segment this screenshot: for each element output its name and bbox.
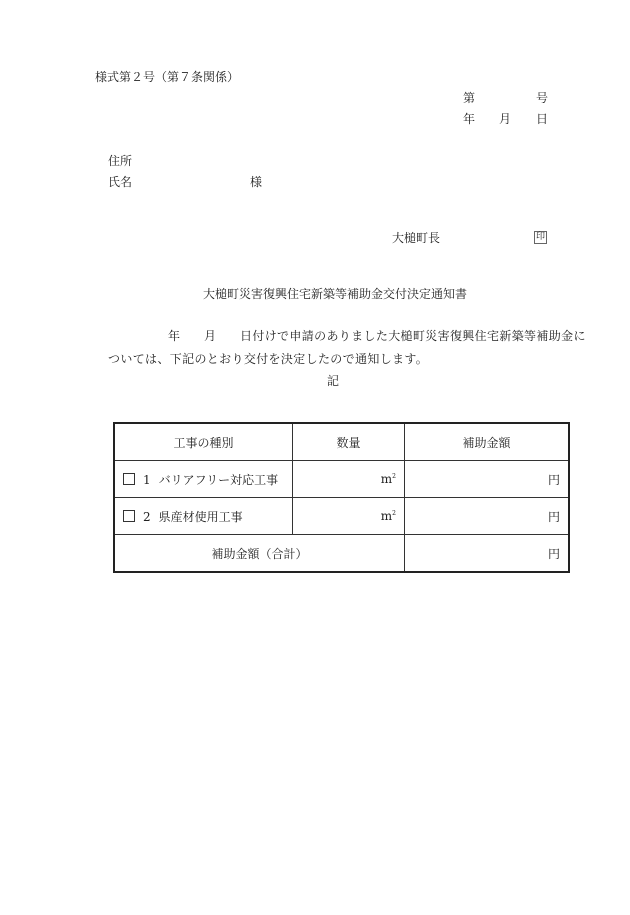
work-type-cell <box>114 498 293 535</box>
unit: m <box>380 509 393 523</box>
total-label: 補助金額（合計） <box>114 535 405 573</box>
address-label: 住所 <box>108 154 133 168</box>
body-line2: ついては、下記のとおり交付を決定したので通知します。 <box>108 352 429 366</box>
total-amount-cell: 円 <box>405 535 570 573</box>
work-type-label: 県産材使用工事 <box>158 509 243 524</box>
header-work-type: 工事の種別 <box>114 423 293 461</box>
header-amount: 補助金額 <box>405 423 570 461</box>
date-year: 年 <box>463 112 476 126</box>
work-type-cell <box>114 461 293 498</box>
row-number: 2 <box>143 509 151 524</box>
subsidy-table <box>113 422 570 573</box>
honorific: 様 <box>250 175 263 189</box>
table-total-row <box>114 535 569 573</box>
quantity-cell <box>293 461 405 498</box>
form-label: 様式第２号（第７条関係） <box>95 70 240 84</box>
document-title: 大槌町災害復興住宅新築等補助金交付決定通知書 <box>202 287 467 301</box>
amount-cell: 円 <box>405 461 570 498</box>
seal-mark: 印 <box>536 232 546 242</box>
header-quantity: 数量 <box>293 423 405 461</box>
work-type-label: バリアフリー対応工事 <box>158 472 279 487</box>
unit-sup: 2 <box>392 510 396 517</box>
body-line1: 日付けで申請のありました大槌町災害復興住宅新築等補助金に <box>240 329 586 343</box>
issuer-title: 大槌町長 <box>392 231 441 245</box>
unit: m <box>380 472 393 486</box>
table-row <box>114 461 569 498</box>
number-suffix: 号 <box>536 91 549 105</box>
checkbox[interactable] <box>123 473 135 485</box>
quantity-cell <box>293 498 405 535</box>
body-month: 月 <box>204 329 217 343</box>
unit-sup: 2 <box>392 473 396 480</box>
ki-label: 記 <box>327 374 340 388</box>
date-month: 月 <box>499 112 512 126</box>
name-label: 氏名 <box>108 175 133 189</box>
table-row <box>114 498 569 535</box>
number-prefix: 第 <box>463 91 476 105</box>
amount-cell: 円 <box>405 498 570 535</box>
date-day: 日 <box>536 112 549 126</box>
row-number: 1 <box>143 472 151 487</box>
table-header-row <box>114 423 569 461</box>
body-year: 年 <box>168 329 181 343</box>
checkbox[interactable] <box>123 510 135 522</box>
